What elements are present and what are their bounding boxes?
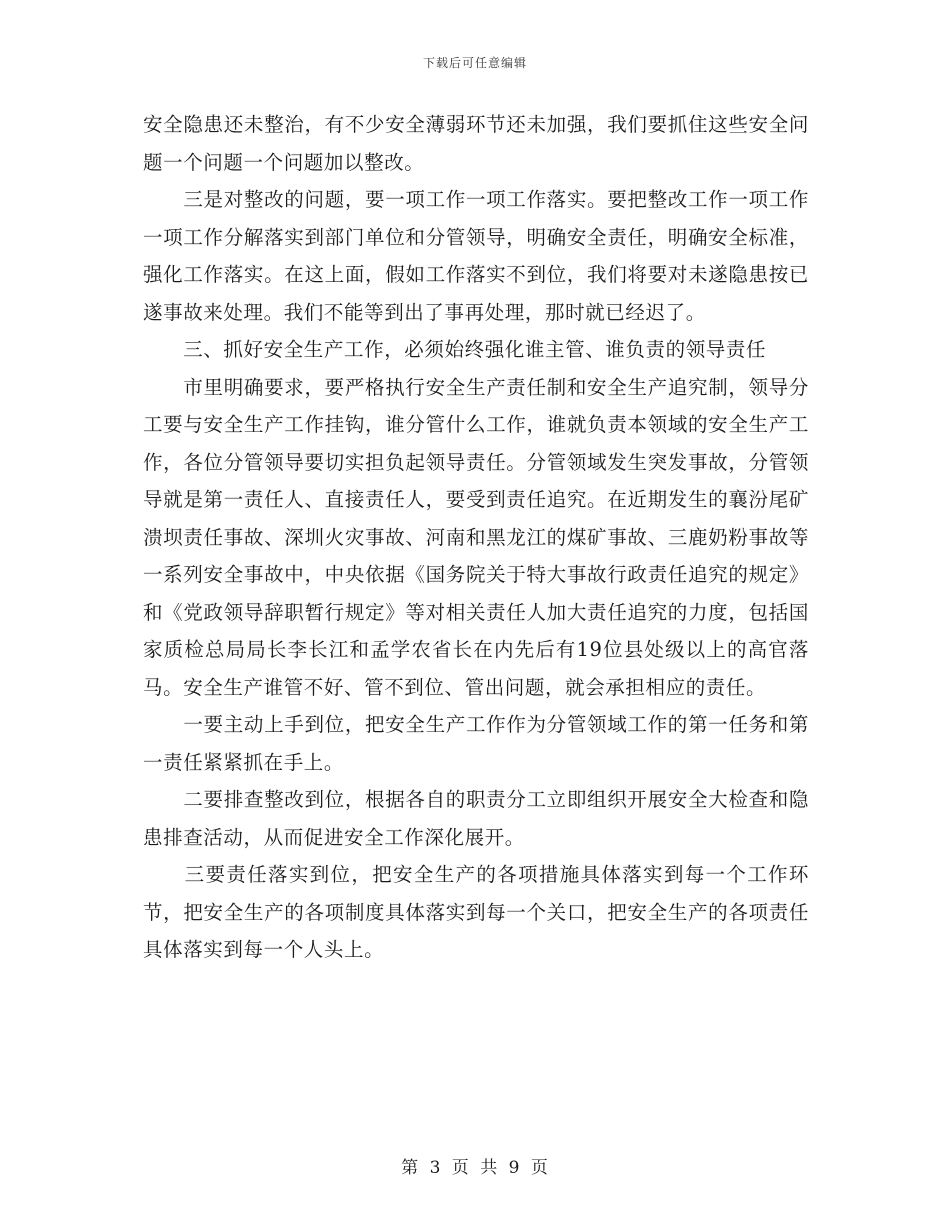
section-heading: 三、抓好安全生产工作，必须始终强化谁主管、谁负责的领导责任 xyxy=(143,338,767,361)
page-number: 第 3 页 共 9 页 xyxy=(401,1158,549,1178)
paragraph-3: 市里明确要求，要严格执行安全生产责任制和安全生产追究制，领导分工要与安全生产工作挂钩，谁分管什么工作，谁就负责本领域的安全生产工作，各位分管领导要切实担负起领导责任。分管领域发生突发事故，分管领导就是第一责任人、直接责任人，要受到责任追究。在近期发生的襄汾尾矿溃坝责任事故、深圳火灾事故、河南和黑龙江的煤矿事故、三鹿奶粉事故等一系列安全事故中，中央依据《国务院关于特大事故行政责任追究的规定》和《党政领导辞职暂行规定》等对相关责任人加大责任追究的力度，包括国家质检总局局长李长江和孟学农省长在内先后有19位县处级以上的高官落马。安全生产谁管不好、管不到位、管出问题，就会承担相应的责任。 xyxy=(143,375,809,699)
paragraph-2: 三是对整改的问题，要一项工作一项工作落实。要把整改工作一项工作一项工作分解落实到部门单位和分管领导，明确安全责任，明确安全标准，强化工作落实。在这上面，假如工作落实不到位，我们将要对未遂隐患按已遂事故来处理。我们不能等到出了事再处理，那时就已经迟了。 xyxy=(143,188,809,324)
paragraph-1: 安全隐患还未整治，有不少安全薄弱环节还未加强，我们要抓住这些安全问题一个问题一个问题加以整改。 xyxy=(143,113,809,174)
paragraph-6: 三要责任落实到位，把安全生产的各项措施具体落实到每一个工作环节，把安全生产的各项制度具体落实到每一个关口，把安全生产的各项责任具体落实到每一个人头上。 xyxy=(143,863,809,961)
page-header-note: 下载后可任意编辑 xyxy=(422,56,527,70)
document-body xyxy=(143,106,809,969)
paragraph-4: 一要主动上手到位，把安全生产工作作为分管领域工作的第一任务和第一责任紧紧抓在手上。 xyxy=(143,713,809,774)
paragraph-5: 二要排查整改到位，根据各自的职责分工立即组织开展安全大检查和隐患排查活动，从而促进安全工作深化展开。 xyxy=(143,788,809,849)
